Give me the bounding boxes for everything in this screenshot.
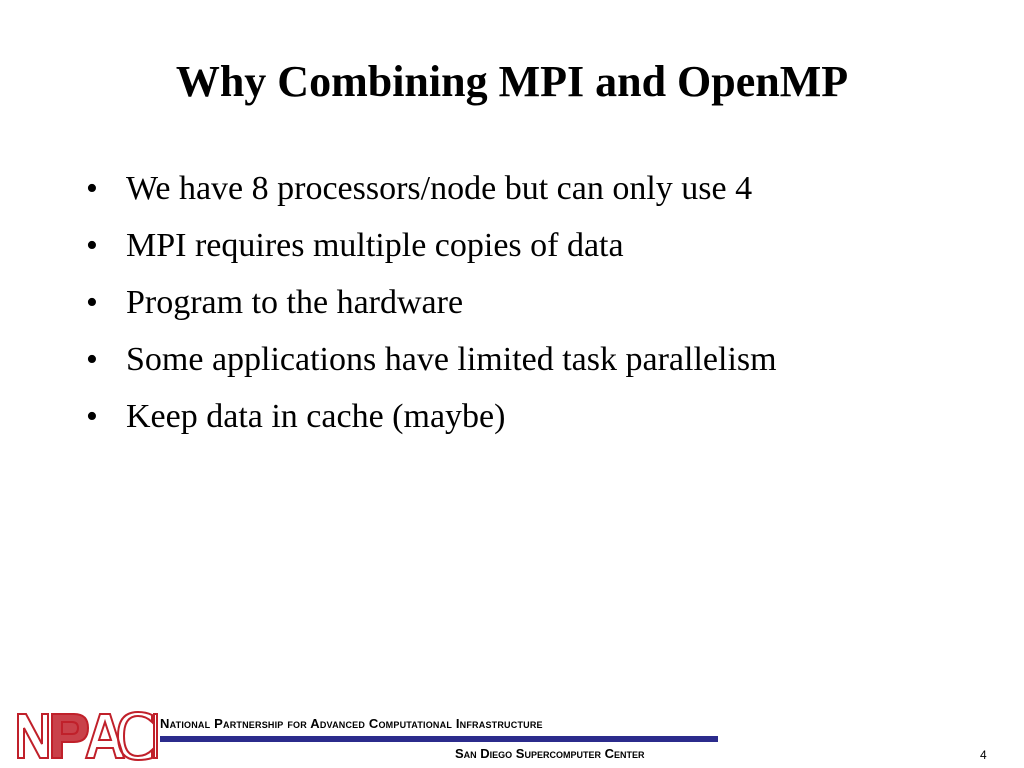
bullet-item: [86, 331, 777, 388]
footer-divider-bar: [160, 736, 718, 742]
bullet-dot-icon: •: [86, 341, 98, 378]
page-number: 4: [980, 748, 987, 762]
footer-organization: National Partnership for Advanced Computational Infrastructure: [160, 716, 543, 731]
bullet-text: We have 8 processors/node but can only use 4: [126, 170, 753, 207]
npaci-logo-icon: [16, 710, 158, 762]
bullet-dot-icon: •: [86, 284, 98, 321]
bullet-item: [86, 388, 777, 445]
bullet-dot-icon: •: [86, 227, 98, 264]
bullet-dot-icon: •: [86, 398, 98, 435]
bullet-list: [86, 160, 777, 445]
bullet-text: Program to the hardware: [126, 284, 464, 321]
bullet-text: Keep data in cache (maybe): [126, 398, 506, 435]
slide-title: Why Combining MPI and OpenMP: [175, 57, 849, 106]
bullet-text: Some applications have limited task parallelism: [126, 341, 777, 378]
bullet-item: [86, 274, 777, 331]
bullet-dot-icon: •: [86, 170, 98, 207]
bullet-item: [86, 160, 777, 217]
bullet-text: MPI requires multiple copies of data: [126, 227, 624, 264]
bullet-item: [86, 217, 777, 274]
footer-center-name: San Diego Supercomputer Center: [455, 746, 645, 761]
